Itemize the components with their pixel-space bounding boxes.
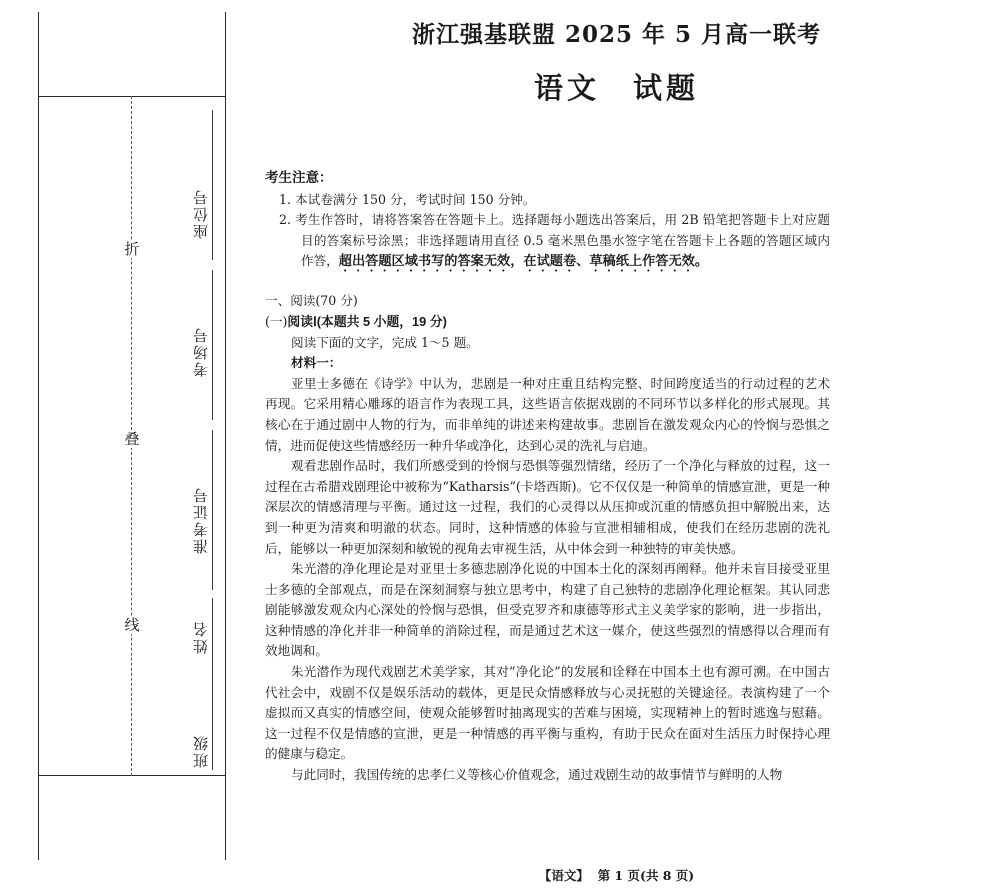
notice-emphasis: 超出答题区域书写的答案无效，在试题卷、草稿纸上作答无效。	[338, 253, 709, 269]
binding-top-rule	[38, 96, 226, 97]
notice-heading: 考生注意：	[265, 170, 333, 186]
footer-subject: 语文	[551, 868, 577, 883]
notice-item-2-text: 2. 考生作答时，请将答案答在答题卡上。选择题每小题选出答案后，用 2B 铅笔把答题卡上对应题目的答案标号涂黑；非选择题请用直径 0.5 毫米黑色墨水签字笔在答题卡上各题的答题区域内作答，	[279, 212, 830, 269]
admission-number-line	[212, 430, 213, 590]
seat-number-label: 座位号	[192, 188, 210, 239]
binding-margin-rule	[225, 12, 226, 860]
exam-room-field[interactable]	[190, 270, 214, 420]
paragraph-4: 朱光潜作为现代戏剧艺术美学家，其对“净化论”的发展和诠释在中国本土也有源可溯。在中国古代社会中，戏剧不仅是娱乐活动的载体，更是民众情感释放与心灵抚慰的关键途径。表演构建了一个虚拟而又真实的情感空间，使观众能够暂时抽离现实的苦难与困境，实现精神上的暂时逃逸与慰藉。这一过程不仅是情感的宣泄，更是一种情感的再平衡与重构，有助于民众在面对生活压力时保持心理的健康与稳定。	[265, 664, 830, 762]
exam-title: 浙江强基联盟 2025 年 5 月高一联考	[411, 21, 822, 48]
class-label: 班级	[192, 734, 210, 768]
seat-number-line	[212, 110, 213, 260]
name-label: 姓名	[192, 620, 210, 654]
material-label: 材料一：	[291, 355, 342, 371]
exam-room-label: 考场号	[192, 326, 210, 377]
fold-char-2: 叠	[124, 430, 140, 448]
exam-content	[265, 168, 830, 786]
part-title: 阅读Ⅰ(本题共 5 小题，19 分)	[287, 313, 447, 329]
outer-border-line	[38, 12, 39, 860]
seat-number-field[interactable]	[190, 110, 214, 260]
page-footer	[250, 866, 983, 884]
section-heading: 一、阅读(70 分)	[265, 293, 358, 309]
footer-page-number: 第 1 页(共 8 页)	[597, 868, 695, 883]
part-prefix: (一)	[265, 313, 288, 329]
footer-left-bracket: 【	[538, 868, 552, 883]
class-field[interactable]	[190, 710, 214, 800]
paragraph-1: 亚里士多德在《诗学》中认为，悲剧是一种对庄重且结构完整、时间跨度适当的行动过程的艺术再现。它采用精心雕琢的语言作为表现工具，这些语言依据戏剧的不同环节以多样化的形式展现。其核心在于通过剧中人物的行为，而非单纯的讲述来构建故事。悲剧旨在激发观众内心的怜悯与恐惧之情，进而促使这些情感经历一种升华或净化，达到心灵的洗礼与启迪。	[265, 375, 830, 453]
footer-right-bracket: 】	[576, 868, 589, 883]
notice-item-2	[265, 210, 830, 275]
instruction: 阅读下面的文字，完成 1～5 题。	[291, 334, 479, 350]
paragraph-5: 与此同时，我国传统的忠孝仁义等核心价值观念，通过戏剧生动的故事情节与鲜明的人物	[291, 767, 783, 783]
admission-number-field[interactable]	[190, 430, 214, 590]
paragraph-2: 观看悲剧作品时，我们所感受到的怜悯与恐惧等强烈情绪，经历了一个净化与释放的过程，这一过程在古希腊戏剧理论中被称为“Katharsis”(卡塔西斯)。它不仅仅是一种简单的情感宣泄，更是一种深层次的情感清理与平衡。通过这一过程，我们的心灵得以从压抑或沉重的情感负担中解脱出来，达到一种更为清爽和明澈的状态。同时，这种情感的体验与宣泄相辅相成，使我们在经历悲剧的洗礼后，能够以一种更加深刻和敏锐的视角去审视生活，从中体会到一种独特的审美快感。	[265, 458, 830, 556]
fold-char-1: 折	[124, 240, 140, 258]
notice-item-1: 1. 本试卷满分 150 分，考试时间 150 分钟。	[279, 191, 536, 207]
paragraph-3: 朱光潜的净化理论是对亚里士多德悲剧净化说的中国本土化的深刻再阐释。他并未盲目接受亚里士多德的全部观点，而是在深刻洞察与独立思考中，构建了自己独特的悲剧净化理论框架。其认同悲剧能够激发观众内心深处的怜悯与恐惧，但受克罗齐和康德等形式主义美学家的影响，进一步指出，这种情感的净化并非一种简单的消除过程，而是通过艺术这一媒介，使这些强烈的情感得以合理而有效地调和。	[265, 561, 830, 659]
subject-title: 语文 试题	[533, 71, 699, 105]
exam-room-line	[212, 270, 213, 420]
part-heading	[265, 312, 830, 333]
fold-char-3: 线	[124, 616, 140, 634]
admission-number-label: 准考证号	[192, 486, 210, 554]
class-line	[212, 710, 213, 770]
